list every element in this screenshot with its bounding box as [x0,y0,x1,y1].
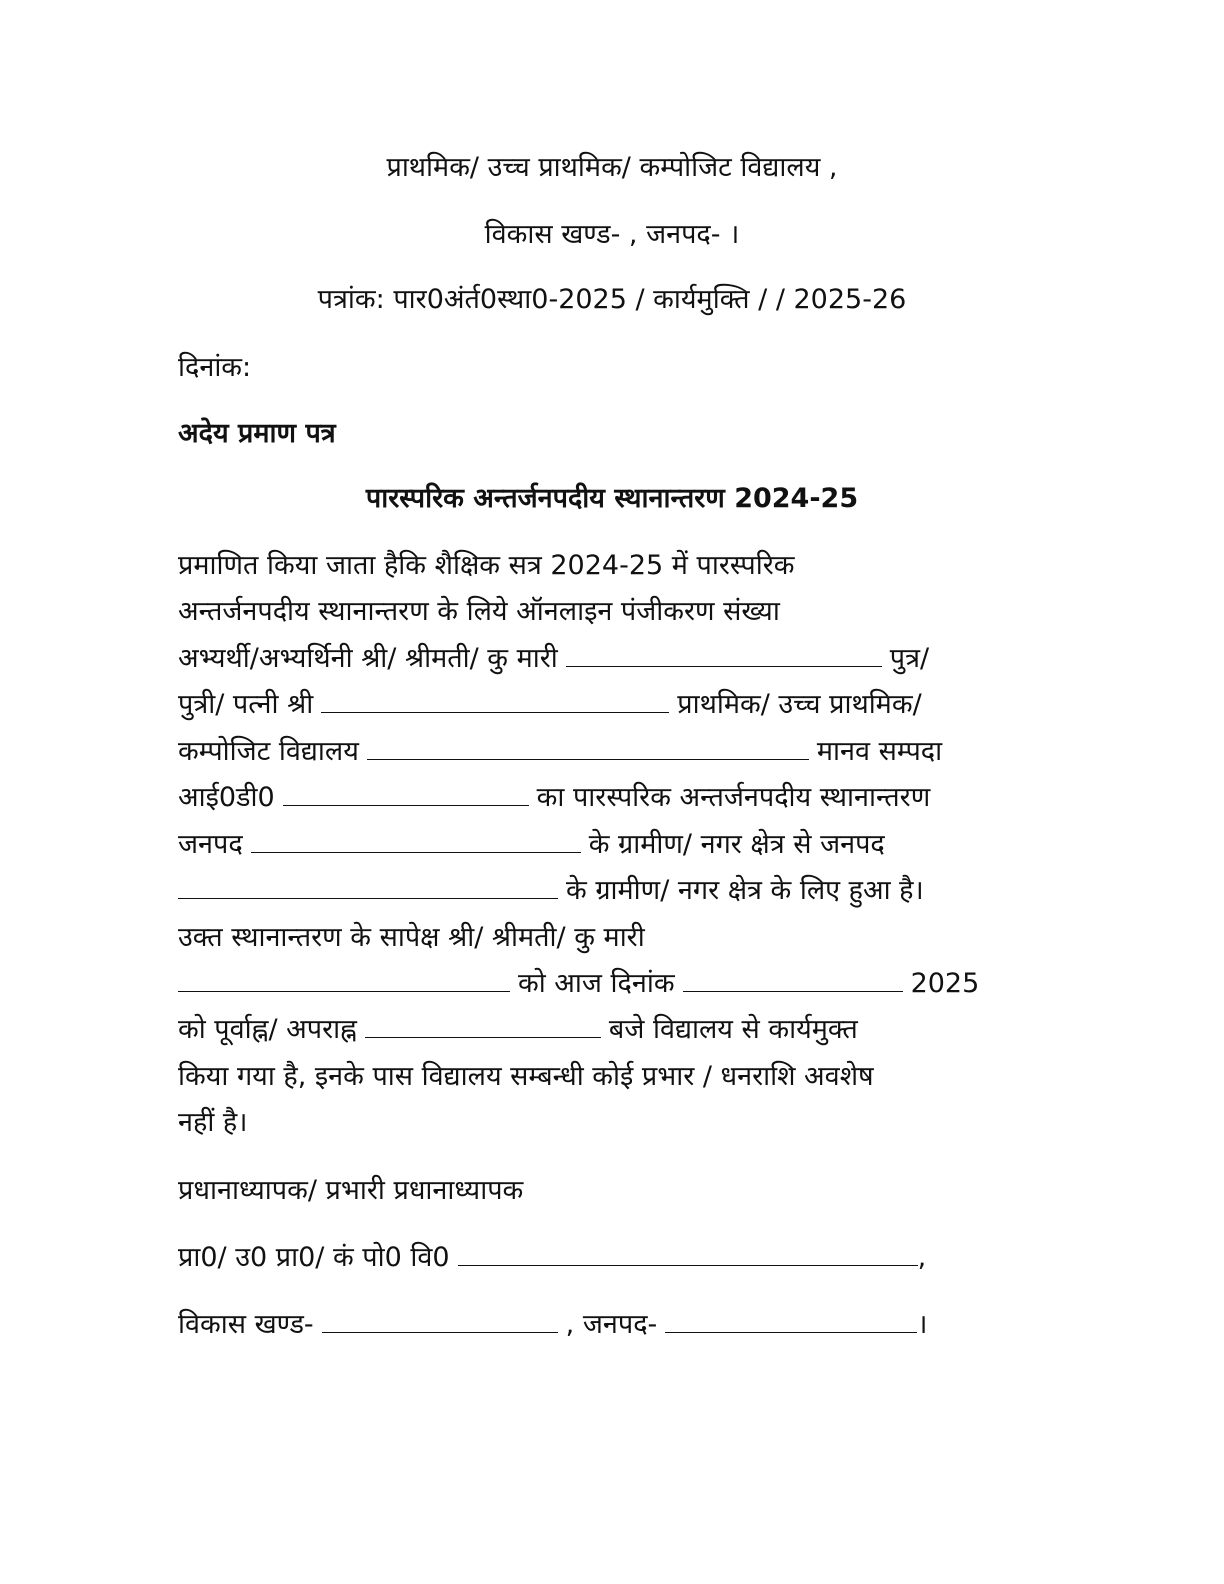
body-line-2: अन्तर्जनपदीय स्थानान्तरण के लिये ऑनलाइन पंजीकरण संख्या [178,596,780,627]
school-type-label: प्राथमिक/ उच्च प्राथमिक/ [677,689,922,720]
district-label: जनपद [178,829,243,860]
block-label: विकास खण्ड- [178,1309,314,1340]
body-line-12: किया गया है, इनके पास विद्यालय सम्बन्धी कोई प्रभार / धनराशि अवशेष [178,1061,874,1092]
subject-title: पारस्परिक अन्तर्जनपदीय स्थानान्तरण 2024-25 [365,483,859,514]
date-label: दिनांक: [178,352,252,383]
body-line-6 [178,781,930,815]
year-label: 2025 [910,968,980,999]
body-line-4 [178,688,922,722]
comma-mark: , [917,1242,927,1273]
certificate-title: अदेय प्रमाण पत्र [178,418,336,449]
signature-school-line [178,1241,926,1275]
today-date-label: को आज दिनांक [518,968,675,999]
guardian-name-blank[interactable] [321,688,669,713]
to-area-label: के ग्रामीण/ नगर क्षेत्र के लिए हुआ है। [566,875,924,906]
body-line-7 [178,828,885,862]
body-line-3 [178,642,929,676]
transfer-label: का पारस्परिक अन्तर्जनपदीय स्थानान्तरण [536,782,931,813]
signature-school-blank[interactable] [458,1241,918,1266]
from-district-blank[interactable] [251,828,581,853]
end-mark: । [917,1309,928,1340]
school-header: प्राथमिक/ उच्च प्राथमिक/ कम्पोजिट विद्यालय , [386,152,838,183]
school-name-blank[interactable] [367,735,809,760]
district-blank[interactable] [665,1308,917,1333]
signature-designation: प्रधानाध्यापक/ प्रभारी प्रधानाध्यापक [178,1175,524,1206]
body-line-10 [178,967,979,1001]
body-line-11 [178,1013,858,1047]
candidate-label: अभ्यर्थी/अभ्यर्थिनी श्री/ श्रीमती/ कु मारी [178,643,558,674]
school-abbrev-label: प्रा0/ उ0 प्रा0/ कं पो0 वि0 [178,1242,450,1273]
block-blank[interactable] [322,1308,558,1333]
district-label-sig: , जनपद- [565,1309,658,1340]
from-area-label: के ग्रामीण/ नगर क्षेत्र से जनपद [588,829,885,860]
manav-sampada-label: मानव सम्पदा [816,736,943,767]
manav-sampada-id-blank[interactable] [283,781,529,806]
letter-number: पत्रांक: पार0अंर्त0स्था0-2025 / कार्यमुक्ति / / 2025-26 [317,284,907,315]
body-line-5 [178,735,942,769]
time-of-day-label: को पूर्वाह्न/ अपराह्न [178,1014,357,1045]
son-label: पुत्र/ [889,643,930,674]
to-district-blank[interactable] [178,874,558,899]
relieved-person-blank[interactable] [178,967,510,992]
body-line-9: उक्त स्थानान्तरण के सापेक्ष श्री/ श्रीमती/ कु मारी [178,922,645,953]
relieving-date-blank[interactable] [683,967,903,992]
block-district-header: विकास खण्ड- , जनपद- । [484,219,740,250]
candidate-name-blank[interactable] [566,642,882,667]
body-line-8 [178,874,924,908]
signature-block-line [178,1308,928,1342]
composite-school-label: कम्पोजिट विद्यालय [178,736,359,767]
relieved-label: बजे विद्यालय से कार्यमुक्त [608,1014,858,1045]
body-line-1: प्रमाणित किया जाता हैकि शैक्षिक सत्र 2024-25 में पारस्परिक [178,550,795,581]
body-line-13: नहीं है। [178,1107,248,1138]
relation-label: पुत्री/ पत्नी श्री [178,689,314,720]
relieving-time-blank[interactable] [365,1013,601,1038]
id-label: आई0डी0 [178,782,275,813]
